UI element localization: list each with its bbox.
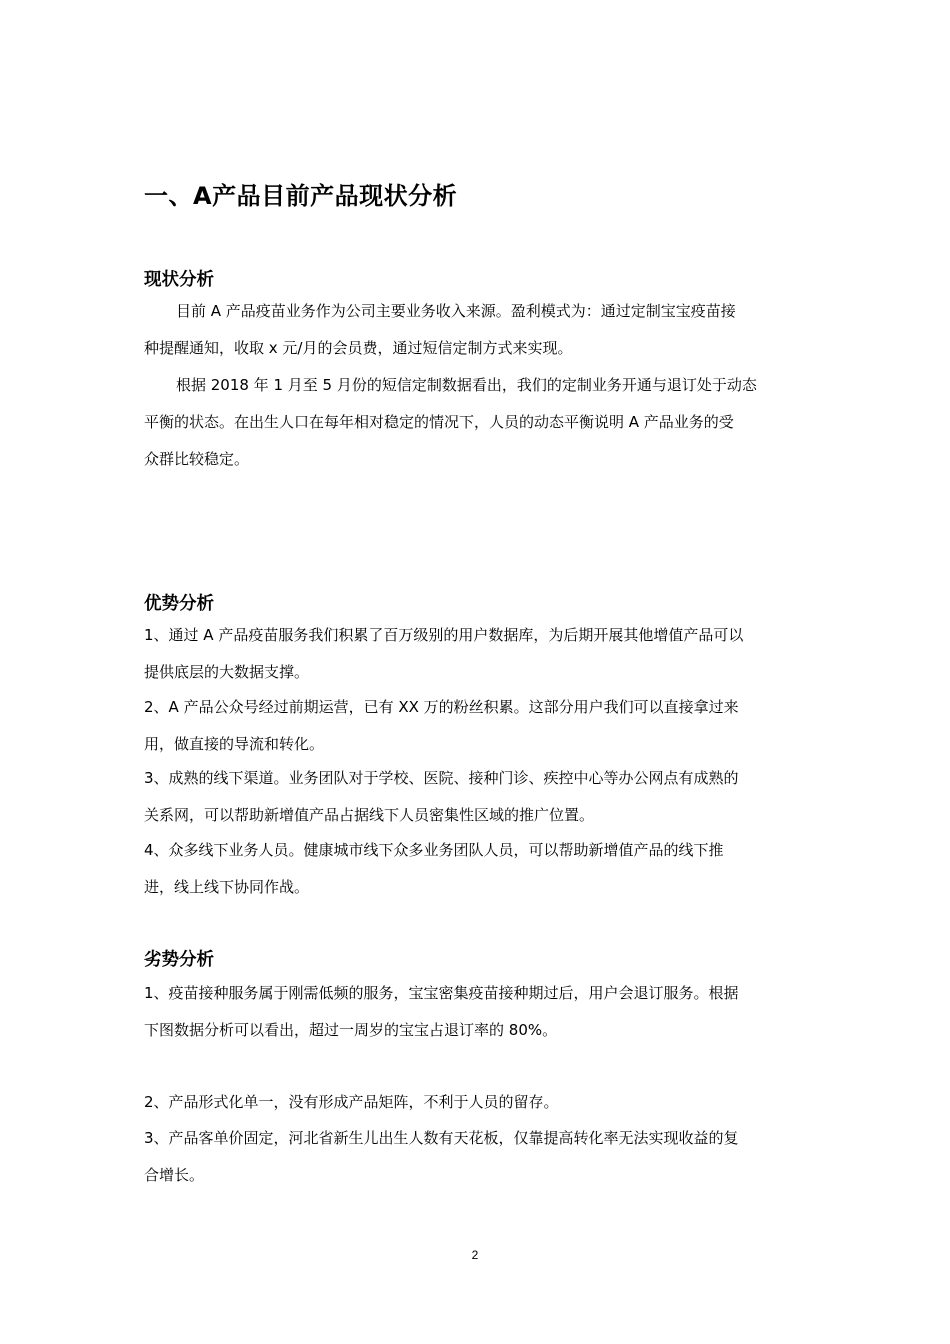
text-line: 2、产品形式化单一，没有形成产品矩阵，不利于人员的留存。 — [144, 1093, 559, 1111]
text-line: 目前 A 产品疫苗业务作为公司主要业务收入来源。盈利模式为：通过定制宝宝疫苗接 — [176, 302, 736, 320]
text-line: 2、A 产品公众号经过前期运营，已有 XX 万的粉丝积累。这部分用户我们可以直接拿过来 — [144, 698, 739, 716]
text-line: 1、通过 A 产品疫苗服务我们积累了百万级别的用户数据库，为后期开展其他增值产品可以 — [144, 626, 744, 644]
text-line: 合增长。 — [144, 1166, 205, 1184]
section-heading-disadvantage: 劣势分析 — [144, 950, 214, 970]
disadvantage-item-3 — [144, 1120, 808, 1194]
section-heading-advantage: 优势分析 — [144, 594, 214, 614]
text-line: 平衡的状态。在出生人口在每年相对稳定的情况下，人员的动态平衡说明 A 产品业务的受 — [144, 413, 734, 431]
text-line: 3、成熟的线下渠道。业务团队对于学校、医院、接种门诊、疾控中心等办公网点有成熟的 — [144, 769, 739, 787]
advantage-item-3 — [144, 760, 808, 834]
text-line: 根据 2018 年 1 月至 5 月份的短信定制数据看出，我们的定制业务开通与退订处于动态 — [176, 376, 757, 394]
advantage-item-4 — [144, 832, 808, 906]
page-number: 2 — [471, 1248, 479, 1262]
advantage-item-2 — [144, 689, 808, 763]
text-line: 众群比较稳定。 — [144, 450, 250, 468]
text-line: 提供底层的大数据支撑。 — [144, 663, 310, 681]
text-line: 关系网，可以帮助新增值产品占据线下人员密集性区域的推广位置。 — [144, 806, 595, 824]
text-line: 进，线上线下协同作战。 — [144, 878, 310, 896]
advantage-item-1 — [144, 617, 808, 691]
status-paragraph-2 — [144, 367, 808, 478]
text-line: 种提醒通知，收取 x 元/月的会员费，通过短信定制方式来实现。 — [144, 339, 573, 357]
text-line: 用，做直接的导流和转化。 — [144, 735, 325, 753]
section-heading-status: 现状分析 — [144, 270, 214, 290]
text-line: 3、产品客单价固定，河北省新生儿出生人数有天花板，仅靠提高转化率无法实现收益的复 — [144, 1129, 739, 1147]
text-line: 1、疫苗接种服务属于刚需低频的服务，宝宝密集疫苗接种期过后，用户会退订服务。根据 — [144, 984, 739, 1002]
text-line: 下图数据分析可以看出，超过一周岁的宝宝占退订率的 80%。 — [144, 1021, 558, 1039]
status-paragraph-1 — [144, 293, 808, 367]
page-title: 一、A产品目前产品现状分析 — [144, 182, 458, 210]
disadvantage-item-2 — [144, 1084, 808, 1121]
text-line: 4、众多线下业务人员。健康城市线下众多业务团队人员，可以帮助新增值产品的线下推 — [144, 841, 724, 859]
disadvantage-item-1 — [144, 975, 808, 1049]
